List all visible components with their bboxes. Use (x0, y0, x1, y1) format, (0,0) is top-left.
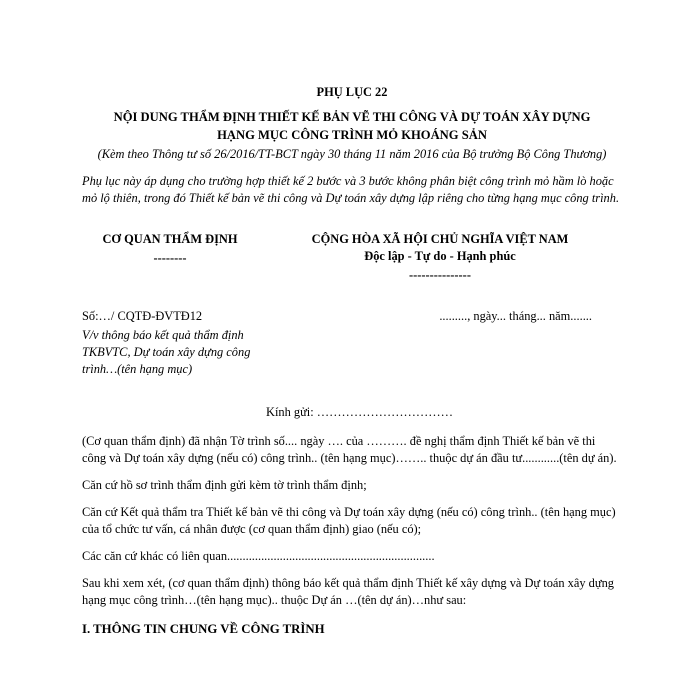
agency-divider: -------- (153, 251, 187, 265)
document-number: Số:…/ CQTĐ-ĐVTĐ12 (82, 309, 203, 323)
section-heading: I. THÔNG TIN CHUNG VỀ CÔNG TRÌNH (82, 622, 325, 636)
body-paragraph: Sau khi xem xét, (cơ quan thẩm định) thông báo kết quả thẩm định Thiết kế xây dựng và Dự toán xây dựng hạng mục công trình…(tên hạng mục).. thuộc Dự án …(tên dự án)…như sau: (82, 576, 614, 607)
document-title (82, 108, 622, 144)
title-line-1: NỘI DUNG THẨM ĐỊNH THIẾT KẾ BẢN VẼ THI CÔNG VÀ DỰ TOÁN XÂY DỰNG (113, 110, 591, 124)
body-paragraph: Căn cứ Kết quả thẩm tra Thiết kế bản vẽ thi công và Dự toán xây dựng (nếu có) công trình.. (tên hạng mục) của tổ chức tư vấn, cá nhân được (cơ quan thẩm định) giao (nếu có); (82, 505, 616, 536)
document-header (82, 231, 622, 284)
attached-note: (Kèm theo Thông tư số 26/2016/TT-BCT ngày 30 tháng 11 năm 2016 của Bộ trưởng Bộ Công Thương) (97, 147, 607, 161)
document-subject: V/v thông báo kết quả thẩm định TKBVTC, Dự toán xây dựng công trình…(tên hạng mục) (82, 328, 251, 376)
scope-note: Phụ lục này áp dụng cho trường hợp thiết kế 2 bước và 3 bước không phân biệt công trình mỏ hầm lò hoặc mỏ lộ thiên, trong đó Thiết kế bản vẽ thi công và Dự toán xây dựng lập riêng cho từng hạng mục công trình. (82, 174, 620, 205)
agency-name: CƠ QUAN THẨM ĐỊNH (102, 232, 238, 246)
agency-block (82, 231, 258, 284)
reference-block (82, 308, 258, 378)
document-meta (82, 308, 622, 378)
body-paragraph: (Cơ quan thẩm định) đã nhận Tờ trình số.... ngày …. của ………. đề nghị thẩm định Thiết kế bản vẽ thi công và Dự toán xây dựng (nếu có) công trình.. (tên hạng mục)…….. thuộc dự án đầu tư............(tên dự án). (82, 434, 617, 465)
appendix-label: PHỤ LỤC 22 (316, 85, 388, 99)
national-motto: Độc lập - Tự do - Hạnh phúc (364, 249, 516, 263)
title-line-2: HẠNG MỤC CÔNG TRÌNH MỎ KHOÁNG SẢN (217, 128, 487, 142)
body-paragraph: Các căn cứ khác có liên quan................................................................... (82, 549, 435, 563)
republic-name: CỘNG HÒA XÃ HỘI CHỦ NGHĨA VIỆT NAM (311, 232, 569, 246)
motto-divider: --------------- (409, 268, 471, 282)
body-paragraph: Căn cứ hồ sơ trình thẩm định gửi kèm tờ trình thẩm định; (82, 478, 367, 492)
document-page (82, 84, 622, 638)
date-line: ........., ngày... tháng... năm....... (439, 309, 592, 323)
national-motto-block (258, 231, 622, 284)
recipient-line: Kính gửi: …………………………… (266, 405, 454, 419)
